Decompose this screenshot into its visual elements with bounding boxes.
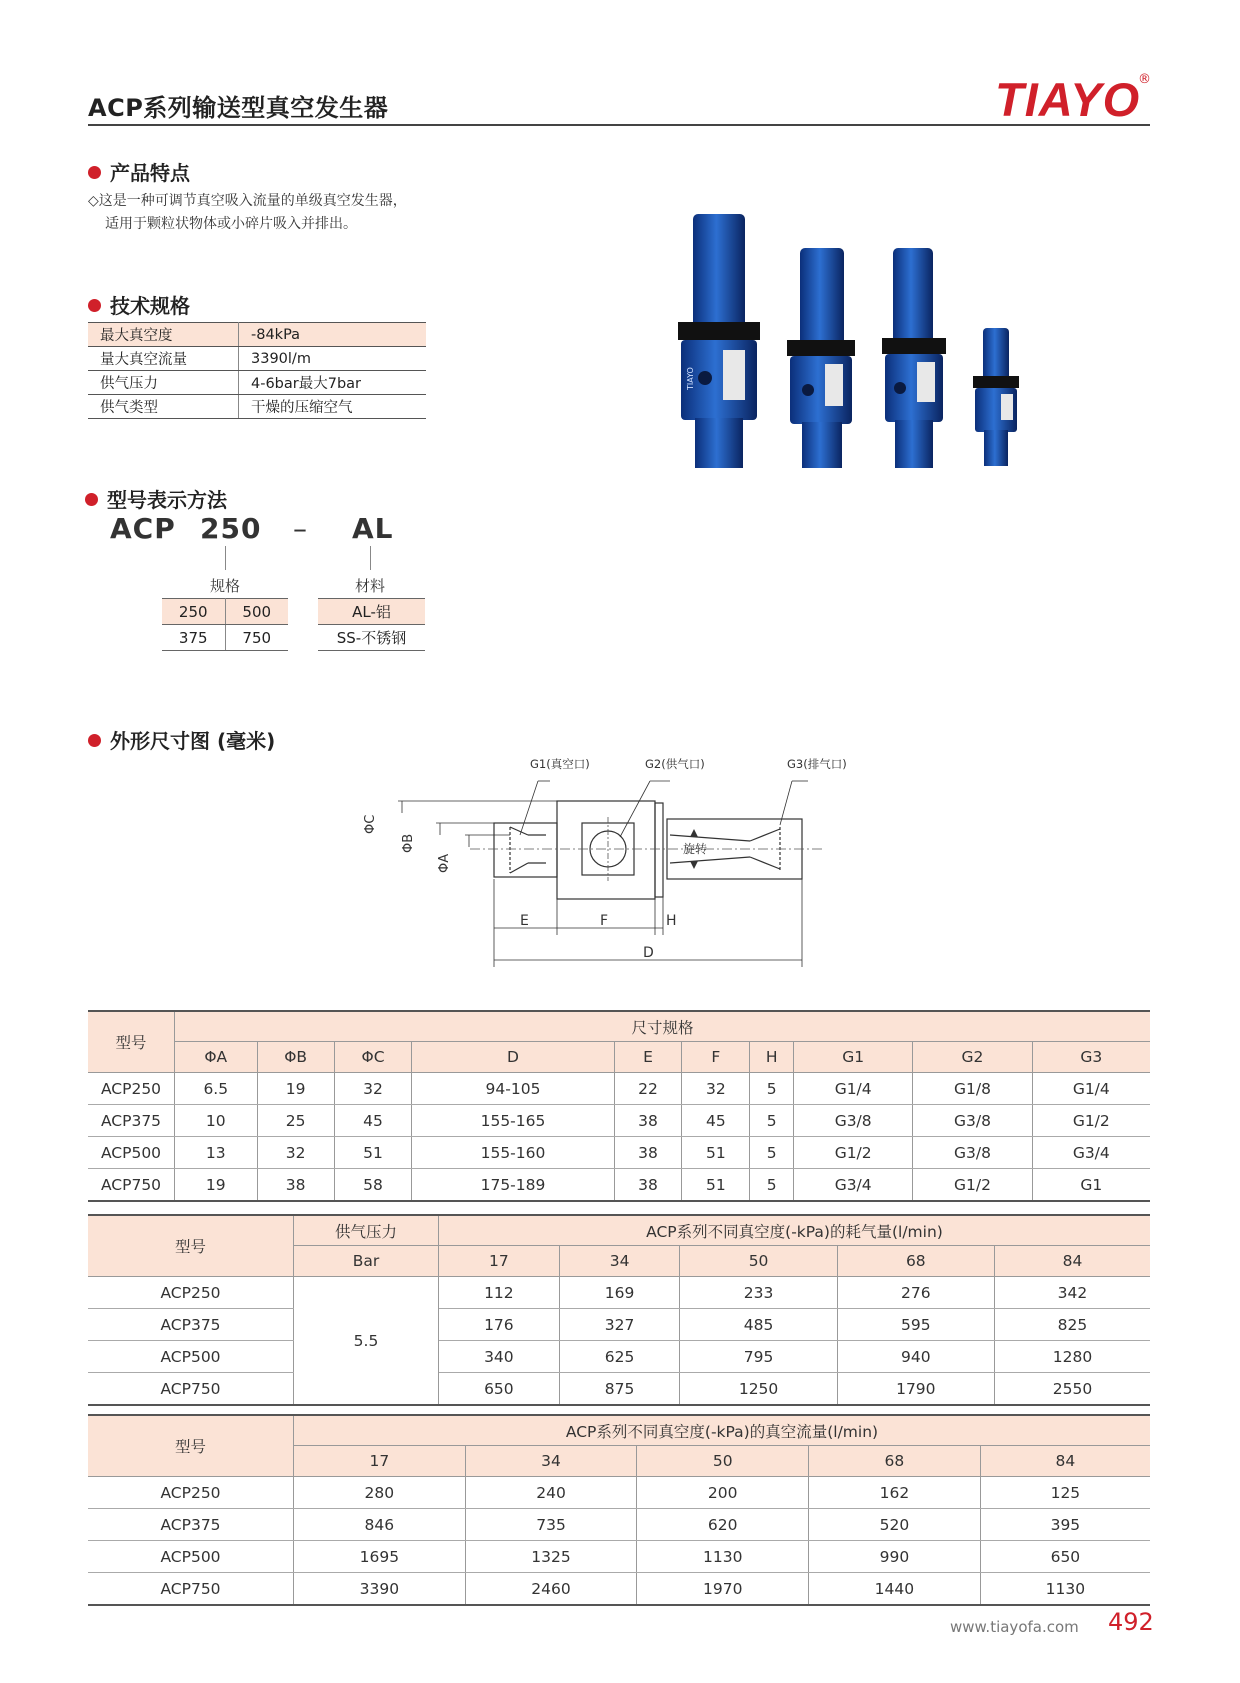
table-cell: G3/8: [794, 1105, 913, 1137]
group-header: ACP系列不同真空度(-kPa)的真空流量(l/min): [294, 1415, 1151, 1446]
product-unit-mini: [973, 328, 1019, 466]
drawing-heading-text: 外形尺寸图 (毫米): [110, 729, 276, 753]
table-cell: G1/4: [794, 1073, 913, 1105]
photo-brand-text: TIAYO: [686, 367, 695, 390]
table-cell: 22: [614, 1073, 682, 1105]
material-table: [318, 598, 425, 651]
connector-line: [370, 546, 371, 570]
material-label: 材料: [355, 577, 386, 595]
column-header: ΦC: [334, 1042, 412, 1073]
port-label-g2: G2(供气口): [645, 757, 705, 771]
column-header: 84: [994, 1246, 1150, 1277]
table-cell: 51: [682, 1137, 750, 1169]
table-cell: G1/2: [1032, 1105, 1150, 1137]
bullet-dot-icon: [88, 299, 101, 312]
brand-logo: TIAYO: [995, 73, 1141, 126]
table-cell: 94-105: [412, 1073, 614, 1105]
model-cell: ACP500: [88, 1137, 175, 1169]
dim-label-e: E: [520, 913, 529, 929]
column-header: 17: [439, 1246, 560, 1277]
column-header: 68: [809, 1446, 981, 1477]
vacuum-flow-table: [88, 1414, 1150, 1606]
table-cell: 825: [994, 1309, 1150, 1341]
table-cell: 846: [294, 1509, 466, 1541]
table-cell: G3/8: [913, 1137, 1032, 1169]
table-cell: 340: [439, 1341, 560, 1373]
material-cell: AL-铝: [318, 599, 425, 625]
table-cell: 485: [680, 1309, 837, 1341]
table-cell: 1325: [465, 1541, 637, 1573]
model-code-material: AL: [352, 512, 394, 545]
table-cell: 5: [750, 1105, 794, 1137]
spec-value: 3390l/m: [239, 347, 427, 371]
table-cell: 395: [980, 1509, 1150, 1541]
model-cell: ACP375: [88, 1309, 294, 1341]
table-cell: 2550: [994, 1373, 1150, 1406]
model-code-heading: [85, 484, 227, 513]
table-cell: 51: [334, 1137, 412, 1169]
table-cell: 169: [559, 1277, 680, 1309]
table-cell: G1: [1032, 1169, 1150, 1202]
pressure-cell: 5.5: [294, 1277, 439, 1406]
table-cell: 155-160: [412, 1137, 614, 1169]
table-cell: 125: [980, 1477, 1150, 1509]
pressure-unit: Bar: [294, 1246, 439, 1277]
table-cell: 38: [614, 1137, 682, 1169]
table-cell: 51: [682, 1169, 750, 1202]
table-row: [88, 1169, 1150, 1202]
size-table: [162, 598, 288, 651]
column-header: G3: [1032, 1042, 1150, 1073]
spec-label: 供气类型: [88, 395, 239, 419]
table-row: [318, 599, 425, 625]
table-cell: G1/2: [794, 1137, 913, 1169]
table-cell: 112: [439, 1277, 560, 1309]
pressure-header: 供气压力: [294, 1215, 439, 1246]
model-cell: ACP375: [88, 1509, 294, 1541]
feature-line: 适用于颗粒状物体或小碎片吸入并排出。: [105, 216, 357, 232]
table-cell: 2460: [465, 1573, 637, 1606]
table-row: [88, 1277, 1150, 1309]
table-cell: G3/4: [1032, 1137, 1150, 1169]
model-cell: ACP250: [88, 1073, 175, 1105]
table-cell: 19: [175, 1169, 258, 1202]
table-cell: 875: [559, 1373, 680, 1406]
table-row: [88, 1137, 1150, 1169]
spec-label: 供气压力: [88, 371, 239, 395]
table-cell: 342: [994, 1277, 1150, 1309]
spec-label: 量大真空流量: [88, 347, 239, 371]
model-code-heading-text: 型号表示方法: [107, 488, 227, 512]
product-unit-small: [882, 248, 946, 468]
table-cell: 6.5: [175, 1073, 258, 1105]
table-cell: G1/2: [913, 1169, 1032, 1202]
model-cell: ACP250: [88, 1477, 294, 1509]
table-cell: 595: [837, 1309, 994, 1341]
spec-table: [88, 322, 426, 419]
dim-label-phi-b: ΦB: [401, 833, 416, 853]
table-cell: 280: [294, 1477, 466, 1509]
model-code-prefix: ACP: [110, 512, 176, 545]
table-cell: 1130: [637, 1541, 809, 1573]
model-header: 型号: [88, 1415, 294, 1477]
table-cell: G3/8: [913, 1105, 1032, 1137]
rotate-label: 旋转: [683, 842, 708, 856]
footer-url: www.tiayofa.com: [950, 1618, 1079, 1636]
model-header: 型号: [88, 1215, 294, 1277]
port-label-g3: G3(排气口): [787, 757, 847, 771]
column-header: 17: [294, 1446, 466, 1477]
table-cell: 1695: [294, 1541, 466, 1573]
table-row: [88, 395, 426, 419]
header-divider: [88, 124, 1150, 126]
table-row: [88, 323, 426, 347]
table-cell: 45: [682, 1105, 750, 1137]
model-cell: ACP750: [88, 1169, 175, 1202]
size-cell: 500: [225, 599, 288, 625]
table-row: [88, 1509, 1150, 1541]
column-header: 68: [837, 1246, 994, 1277]
table-cell: 1440: [809, 1573, 981, 1606]
spec-value: 4-6bar最大7bar: [239, 371, 427, 395]
table-cell: 45: [334, 1105, 412, 1137]
spec-label: 最大真空度: [88, 323, 239, 347]
column-header: 50: [680, 1246, 837, 1277]
spec-value: -84kPa: [239, 323, 427, 347]
table-cell: 650: [980, 1541, 1150, 1573]
drawing-heading: [88, 725, 275, 754]
registered-mark: ®: [1138, 72, 1151, 87]
table-cell: 5: [750, 1137, 794, 1169]
column-header: 50: [637, 1446, 809, 1477]
table-cell: 990: [809, 1541, 981, 1573]
features-text: [88, 190, 407, 236]
dim-label-h: H: [666, 913, 677, 929]
table-cell: 940: [837, 1341, 994, 1373]
dim-label-phi-c: ΦC: [363, 814, 378, 834]
table-cell: 176: [439, 1309, 560, 1341]
bullet-dot-icon: [88, 166, 101, 179]
table-cell: 10: [175, 1105, 258, 1137]
table-cell: 735: [465, 1509, 637, 1541]
table-cell: 13: [175, 1137, 258, 1169]
model-cell: ACP375: [88, 1105, 175, 1137]
table-row: [88, 1477, 1150, 1509]
specs-heading-text: 技术规格: [110, 294, 190, 318]
table-cell: 620: [637, 1509, 809, 1541]
table-row: [88, 1573, 1150, 1606]
table-cell: 240: [465, 1477, 637, 1509]
table-cell: 1250: [680, 1373, 837, 1406]
table-cell: 32: [334, 1073, 412, 1105]
table-cell: 200: [637, 1477, 809, 1509]
table-cell: 276: [837, 1277, 994, 1309]
table-cell: 233: [680, 1277, 837, 1309]
table-header-row: [88, 1415, 1150, 1446]
table-row: [318, 625, 425, 651]
table-cell: 1970: [637, 1573, 809, 1606]
table-cell: 175-189: [412, 1169, 614, 1202]
model-cell: ACP500: [88, 1341, 294, 1373]
table-cell: 1790: [837, 1373, 994, 1406]
column-header: 34: [559, 1246, 680, 1277]
table-cell: 625: [559, 1341, 680, 1373]
table-cell: 327: [559, 1309, 680, 1341]
table-cell: 5: [750, 1169, 794, 1202]
dim-label-f: F: [600, 913, 609, 929]
feature-line: ◇这是一种可调节真空吸入流量的单级真空发生器，: [88, 193, 407, 209]
features-heading-text: 产品特点: [110, 161, 190, 185]
column-header: D: [412, 1042, 614, 1073]
table-cell: 1280: [994, 1341, 1150, 1373]
size-cell: 250: [162, 599, 225, 625]
column-header: F: [682, 1042, 750, 1073]
model-cell: ACP750: [88, 1373, 294, 1406]
table-cell: 1130: [980, 1573, 1150, 1606]
table-cell: 3390: [294, 1573, 466, 1606]
table-cell: 520: [809, 1509, 981, 1541]
model-cell: ACP250: [88, 1277, 294, 1309]
table-cell: G3/4: [794, 1169, 913, 1202]
table-cell: 58: [334, 1169, 412, 1202]
spec-value: 干燥的压缩空气: [239, 395, 427, 419]
table-cell: 795: [680, 1341, 837, 1373]
model-code-size: 250: [200, 512, 262, 545]
table-cell: G1/8: [913, 1073, 1032, 1105]
table-cell: 32: [682, 1073, 750, 1105]
bullet-dot-icon: [85, 493, 98, 506]
table-cell: 5: [750, 1073, 794, 1105]
model-cell: ACP750: [88, 1573, 294, 1606]
dim-label-phi-a: ΦA: [437, 853, 452, 873]
bullet-dot-icon: [88, 734, 101, 747]
table-row: [162, 625, 288, 651]
table-row: [88, 371, 426, 395]
product-photo: [665, 200, 1040, 485]
table-row: [88, 1341, 1150, 1373]
table-cell: 162: [809, 1477, 981, 1509]
table-header-row: [88, 1011, 1150, 1042]
features-heading: [88, 157, 190, 186]
table-header-row: [88, 1215, 1150, 1246]
page-number: 492: [1108, 1608, 1154, 1636]
specs-heading: [88, 290, 190, 319]
dimension-drawing: [350, 745, 870, 980]
table-cell: 25: [257, 1105, 334, 1137]
model-cell: ACP500: [88, 1541, 294, 1573]
table-row: [88, 347, 426, 371]
material-cell: SS-不锈钢: [318, 625, 425, 651]
air-consumption-table: [88, 1214, 1150, 1406]
table-cell: 32: [257, 1137, 334, 1169]
table-cell: 19: [257, 1073, 334, 1105]
table-row: [88, 1541, 1150, 1573]
table-cell: 38: [614, 1169, 682, 1202]
table-row: [162, 599, 288, 625]
table-cell: 155-165: [412, 1105, 614, 1137]
table-row: [88, 1309, 1150, 1341]
table-header-row: [88, 1042, 1150, 1073]
table-row: [88, 1073, 1150, 1105]
column-header: G2: [913, 1042, 1032, 1073]
column-header: ΦB: [257, 1042, 334, 1073]
size-label: 规格: [210, 577, 241, 595]
table-row: [88, 1105, 1150, 1137]
group-header: ACP系列不同真空度(-kPa)的耗气量(l/min): [439, 1215, 1151, 1246]
connector-line: [225, 546, 226, 570]
column-header: E: [614, 1042, 682, 1073]
column-header: G1: [794, 1042, 913, 1073]
dimension-table: [88, 1010, 1150, 1202]
model-code-dash: –: [293, 512, 308, 545]
table-cell: 650: [439, 1373, 560, 1406]
column-header: 84: [980, 1446, 1150, 1477]
page-title: ACP系列输送型真空发生器: [88, 94, 389, 122]
table-cell: 38: [614, 1105, 682, 1137]
product-unit-large: [678, 214, 760, 468]
column-header: H: [750, 1042, 794, 1073]
dim-label-d: D: [643, 945, 654, 961]
table-cell: 38: [257, 1169, 334, 1202]
group-header: 尺寸规格: [175, 1011, 1151, 1042]
column-header: ΦA: [175, 1042, 258, 1073]
product-unit-medium: [787, 248, 855, 468]
table-cell: G1/4: [1032, 1073, 1150, 1105]
size-cell: 375: [162, 625, 225, 651]
port-label-g1: G1(真空口): [530, 757, 590, 771]
column-header: 34: [465, 1446, 637, 1477]
size-cell: 750: [225, 625, 288, 651]
table-row: [88, 1373, 1150, 1406]
model-header: 型号: [88, 1011, 175, 1073]
